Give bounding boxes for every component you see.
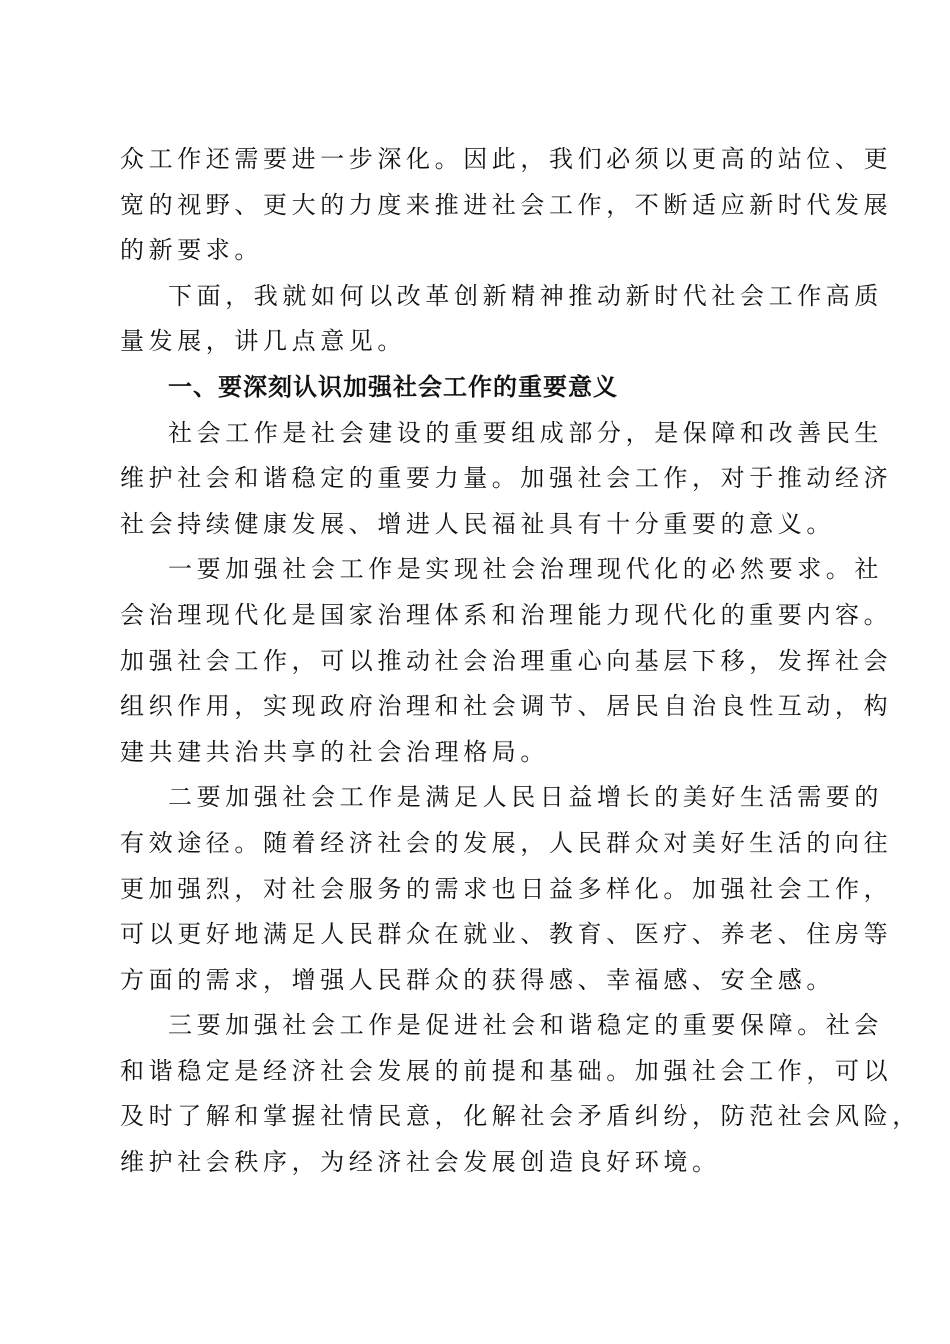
text-line: 二要加强社会工作是满足人民日益增长的美好生活需要的 [168,783,883,812]
paragraph [120,411,893,548]
text-line: 三要加强社会工作是促进社会和谐稳定的重要保障。社会 [168,1011,883,1040]
text-line: 宽的视野、更大的力度来推进社会工作，不断适应新时代发展 [120,190,893,219]
text-line: 众工作还需要进一步深化。因此，我们必须以更高的站位、更 [120,145,893,173]
paragraph-intro [120,274,883,365]
paragraph [120,547,893,775]
text-line: 建共建共治共享的社会治理格局。 [120,737,549,766]
text-line: 社会持续健康发展、增进人民福祉具有十分重要的意义。 [120,509,835,538]
paragraph [120,775,893,1003]
paragraph-continuation [120,137,893,274]
text-line: 更加强烈，对社会服务的需求也日益多样化。加强社会工作， [120,874,893,903]
section-heading: 一、要深刻认识加强社会工作的重要意义 [168,372,618,401]
text-line: 的新要求。 [120,236,263,265]
text-line: 和谐稳定是经济社会发展的前提和基础。加强社会工作，可以 [120,1056,893,1085]
text-line: 方面的需求，增强人民群众的获得感、幸福感、安全感。 [120,965,835,994]
text-line: 下面，我就如何以改革创新精神推动新时代社会工作高质 [168,281,883,310]
text-line: 有效途径。随着经济社会的发展，人民群众对美好生活的向往 [120,828,893,857]
text-line: 及时了解和掌握社情民意，化解社会矛盾纠纷，防范社会风险， [120,1102,921,1131]
text-line: 维护社会秩序，为经济社会发展创造良好环境。 [120,1148,721,1177]
text-line: 量发展，讲几点意见。 [120,327,406,356]
text-line: 社会工作是社会建设的重要组成部分，是保障和改善民生 [168,418,883,447]
text-line: 一要加强社会工作是实现社会治理现代化的必然要求。社 [168,555,883,584]
text-line: 加强社会工作，可以推动社会治理重心向基层下移，发挥社会 [120,646,893,675]
text-line: 维护社会和谐稳定的重要力量。加强社会工作，对于推动经济 [120,464,893,493]
paragraph [120,1003,921,1185]
text-line: 可以更好地满足人民群众在就业、教育、医疗、养老、住房等 [120,920,893,949]
text-line: 组织作用，实现政府治理和社会调节、居民自治良性互动，构 [120,692,893,721]
text-line: 会治理现代化是国家治理体系和治理能力现代化的重要内容。 [120,600,893,629]
document-body [120,137,921,1186]
